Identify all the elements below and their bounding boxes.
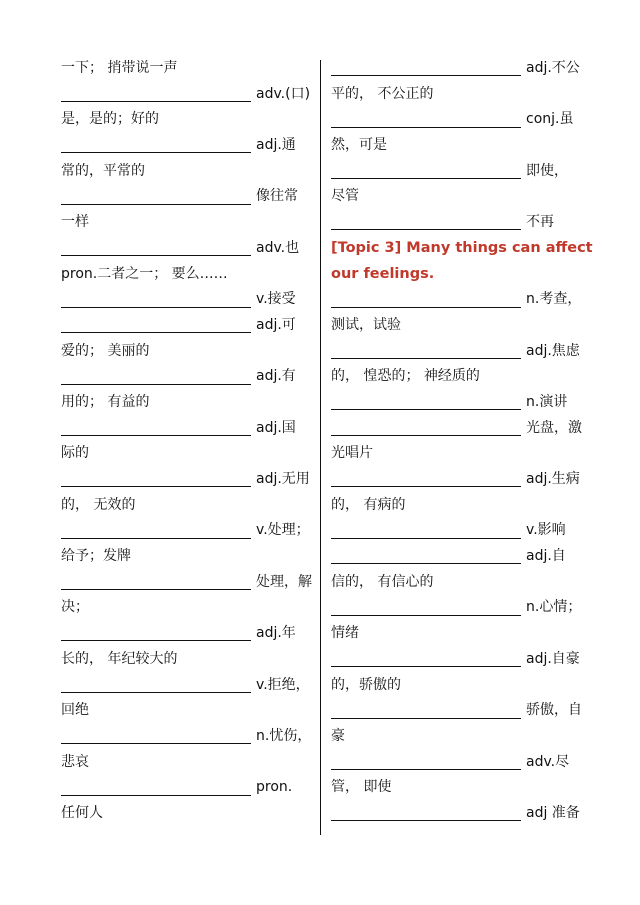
definition-text: adv.尽 <box>526 753 570 770</box>
right-line <box>331 673 585 699</box>
left-line <box>61 698 315 724</box>
definition-text: adj.有 <box>256 368 296 385</box>
continuation-text: 测试，试验 <box>331 316 401 333</box>
definition-text: 不再 <box>526 214 554 231</box>
right-line <box>331 570 585 596</box>
right-line <box>331 647 585 673</box>
left-line <box>61 467 315 493</box>
answer-blank[interactable] <box>61 743 251 744</box>
right-line <box>331 56 585 82</box>
left-line <box>61 518 315 544</box>
definition-text: v.影响 <box>526 522 566 539</box>
continuation-text: 是，是的；好的 <box>61 111 159 128</box>
answer-blank[interactable] <box>61 332 251 333</box>
answer-blank[interactable] <box>331 718 521 719</box>
answer-blank[interactable] <box>331 75 521 76</box>
definition-text: pron. <box>256 779 293 796</box>
left-line <box>61 56 315 82</box>
right-line <box>331 724 585 750</box>
continuation-text: 任何人 <box>61 804 103 821</box>
right-line <box>331 467 585 493</box>
left-line <box>61 236 315 262</box>
continuation-text: 豪 <box>331 727 345 744</box>
left-line <box>61 647 315 673</box>
topic-heading: our feelings. <box>331 265 435 282</box>
left-column <box>61 56 315 827</box>
right-line <box>331 390 585 416</box>
right-line <box>331 184 585 210</box>
answer-blank[interactable] <box>331 127 521 128</box>
right-line <box>331 133 585 159</box>
left-line <box>61 313 315 339</box>
right-line <box>331 698 585 724</box>
definition-text: adj.无用 <box>256 471 310 487</box>
definition-text: adj.国 <box>256 419 296 436</box>
answer-blank[interactable] <box>331 178 521 179</box>
continuation-text: 际的 <box>61 445 89 462</box>
left-line <box>61 595 315 621</box>
right-line <box>331 518 585 544</box>
continuation-text: 爱的； 美丽的 <box>61 342 150 359</box>
answer-blank[interactable] <box>331 615 521 616</box>
answer-blank[interactable] <box>61 538 251 539</box>
answer-blank[interactable] <box>61 152 251 153</box>
continuation-text: 决； <box>61 599 89 616</box>
left-line <box>61 570 315 596</box>
right-line <box>331 544 585 570</box>
definition-text: 处理，解 <box>256 573 312 590</box>
definition-text: v.拒绝， <box>256 676 310 693</box>
answer-blank[interactable] <box>61 204 251 205</box>
continuation-text: 长的， 年纪较大的 <box>61 650 178 667</box>
answer-blank[interactable] <box>61 640 251 641</box>
answer-blank[interactable] <box>331 563 521 564</box>
definition-text: adj.通 <box>256 137 296 154</box>
definition-text: adj.年 <box>256 625 296 642</box>
right-line <box>331 159 585 185</box>
answer-blank[interactable] <box>61 486 251 487</box>
answer-blank[interactable] <box>331 409 521 410</box>
continuation-text: 的， 有病的 <box>331 496 406 513</box>
right-line <box>331 775 585 801</box>
definition-text: 像往常 <box>256 188 298 205</box>
left-line <box>61 621 315 647</box>
continuation-text: 常的，平常的 <box>61 162 145 179</box>
left-line <box>61 133 315 159</box>
left-line <box>61 673 315 699</box>
answer-blank[interactable] <box>61 589 251 590</box>
answer-blank[interactable] <box>61 435 251 436</box>
right-line <box>331 210 585 236</box>
right-line <box>331 339 585 365</box>
continuation-text: 一样 <box>61 214 89 231</box>
continuation-text: 的， 惶恐的； 神经质的 <box>331 368 480 385</box>
definition-text: conj.虽 <box>526 111 574 128</box>
answer-blank[interactable] <box>61 692 251 693</box>
continuation-text: 悲哀 <box>61 753 89 770</box>
right-line <box>331 621 585 647</box>
left-line <box>61 364 315 390</box>
left-line <box>61 390 315 416</box>
definition-text: n.考查， <box>526 291 582 308</box>
definition-text: 骄傲，自 <box>526 702 582 719</box>
definition-text: v.接受 <box>256 291 296 308</box>
continuation-text: 光唱片 <box>331 445 373 462</box>
answer-blank[interactable] <box>331 229 521 230</box>
left-line <box>61 750 315 776</box>
definition-text: adv.(口) <box>256 85 311 102</box>
right-line <box>331 416 585 442</box>
answer-blank[interactable] <box>331 486 521 487</box>
definition-text: adv.也 <box>256 239 300 256</box>
definition-text: adj.不公 <box>526 60 580 76</box>
right-line <box>331 493 585 519</box>
answer-blank[interactable] <box>61 101 251 102</box>
definition-text: adj.可 <box>256 316 296 333</box>
left-line <box>61 775 315 801</box>
continuation-text: 一下； 捎带说一声 <box>61 60 178 76</box>
continuation-text: 然，可是 <box>331 137 387 154</box>
left-line <box>61 82 315 108</box>
definition-text: 即使， <box>526 162 568 179</box>
continuation-text: 尽管 <box>331 188 359 205</box>
answer-blank[interactable] <box>331 307 521 308</box>
left-line <box>61 339 315 365</box>
right-line <box>331 82 585 108</box>
left-line <box>61 159 315 185</box>
continuation-text: 管， 即使 <box>331 779 392 796</box>
right-line <box>331 441 585 467</box>
left-line <box>61 262 315 288</box>
right-line <box>331 313 585 339</box>
definition-text: n.忧伤， <box>256 727 312 744</box>
column-divider <box>320 60 321 835</box>
left-line <box>61 493 315 519</box>
right-line <box>331 107 585 133</box>
topic-heading: [Topic 3] Many things can affect <box>331 239 593 256</box>
left-line <box>61 801 315 827</box>
definition-text: adj.生病 <box>526 471 580 487</box>
definition-text: adj 准备 <box>526 804 580 821</box>
left-line <box>61 184 315 210</box>
answer-blank[interactable] <box>61 307 251 308</box>
left-line <box>61 544 315 570</box>
right-line <box>331 595 585 621</box>
continuation-text: 给予；发牌 <box>61 548 131 565</box>
left-line <box>61 441 315 467</box>
left-line <box>61 107 315 133</box>
left-line <box>61 416 315 442</box>
answer-blank[interactable] <box>331 538 521 539</box>
definition-text: 光盘，激 <box>526 419 582 436</box>
right-line <box>331 236 593 262</box>
left-line <box>61 724 315 750</box>
definition-text: adj.焦虑 <box>526 342 580 359</box>
continuation-text: 情绪 <box>331 625 359 642</box>
answer-blank[interactable] <box>61 255 251 256</box>
continuation-text: 的，骄傲的 <box>331 676 401 693</box>
left-line <box>61 287 315 313</box>
right-line <box>331 364 585 390</box>
answer-blank[interactable] <box>331 666 521 667</box>
definition-text: n.演讲 <box>526 393 568 410</box>
answer-blank[interactable] <box>61 384 251 385</box>
right-line <box>331 801 585 827</box>
answer-blank[interactable] <box>331 769 521 770</box>
continuation-text: 用的； 有益的 <box>61 393 150 410</box>
answer-blank[interactable] <box>331 820 521 821</box>
definition-text: n.心情； <box>526 599 582 616</box>
answer-blank[interactable] <box>331 435 521 436</box>
continuation-text: 回绝 <box>61 702 89 719</box>
definition-text: adj.自 <box>526 548 566 565</box>
answer-blank[interactable] <box>61 795 251 796</box>
right-line <box>331 750 585 776</box>
answer-blank[interactable] <box>331 358 521 359</box>
right-line <box>331 262 585 288</box>
definition-text: adj.自豪 <box>526 650 580 667</box>
left-line <box>61 210 315 236</box>
right-line <box>331 287 585 313</box>
continuation-text: 平的， 不公正的 <box>331 85 434 102</box>
continuation-text: 信的， 有信心的 <box>331 573 434 590</box>
continuation-text: pron.二者之一； 要么…… <box>61 265 228 282</box>
definition-text: v.处理； <box>256 522 310 539</box>
continuation-text: 的， 无效的 <box>61 496 136 513</box>
right-column <box>331 56 593 827</box>
